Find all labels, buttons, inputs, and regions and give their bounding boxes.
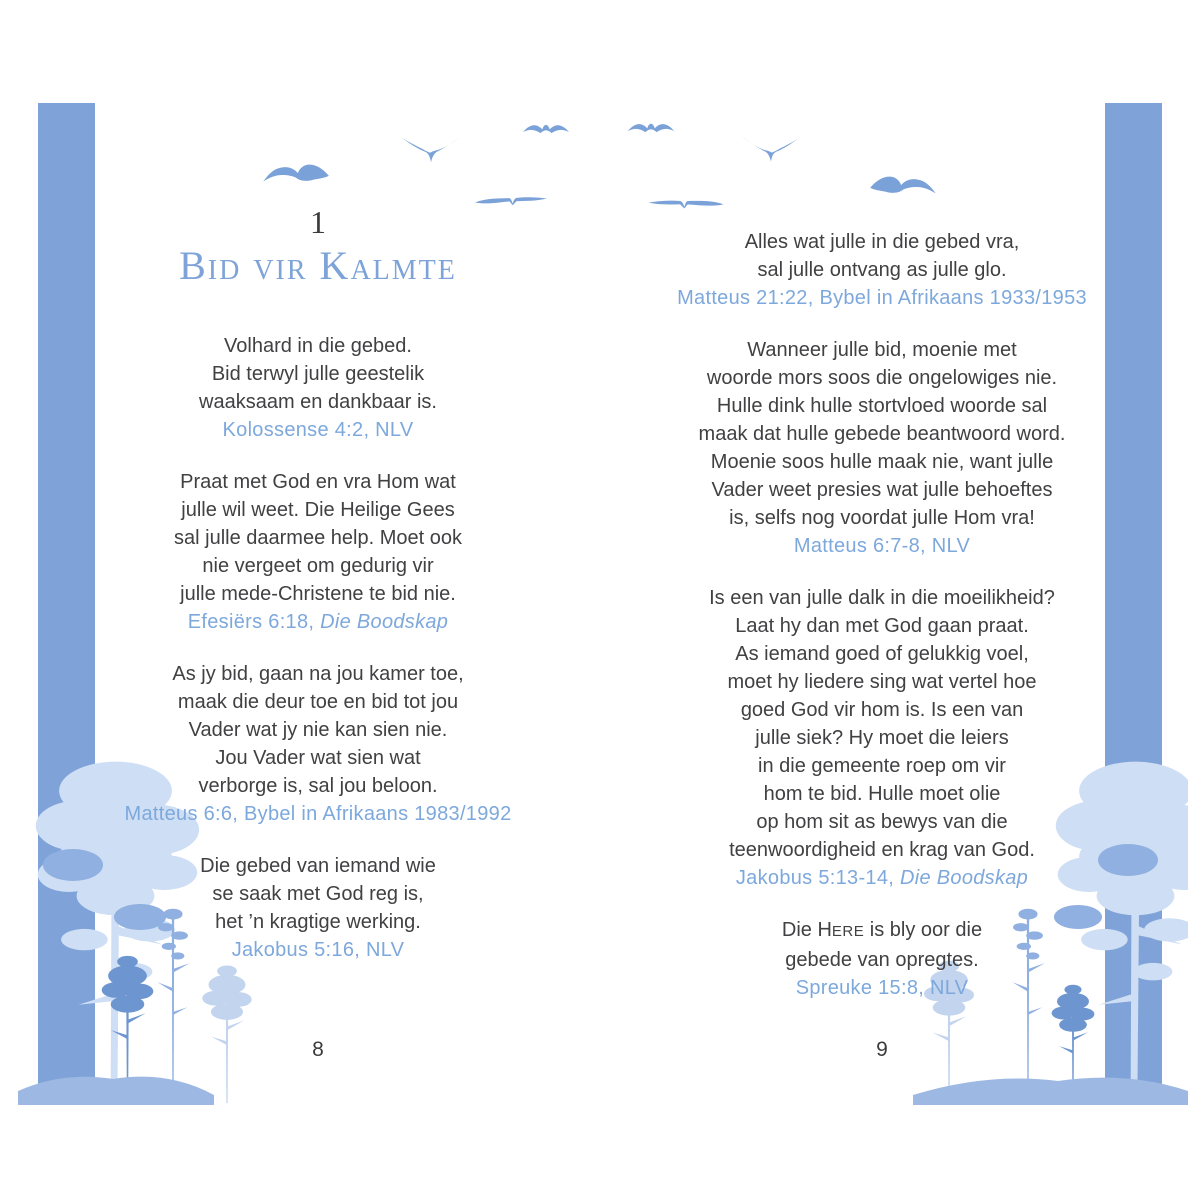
quote-line: julle wil weet. Die Heilige Gees <box>181 499 455 521</box>
scripture-reference: Matteus 21:22, Bybel in Afrikaans 1933/1953 <box>677 287 1087 309</box>
page-number-right: 9 <box>876 1038 888 1061</box>
foliage-patch <box>1098 844 1158 876</box>
quote-list <box>108 332 528 964</box>
bird-icon <box>628 124 674 132</box>
quote-line: As iemand goed of gelukkig voel, <box>735 643 1029 665</box>
bird-icon <box>649 201 724 209</box>
quote-line: Alles wat julle in die gebed vra, <box>744 231 1020 253</box>
quote-line: moet hy liedere sing wat vertel hoe <box>727 671 1037 693</box>
scripture-reference: Efesiërs 6:18, Die Boodskap <box>187 611 449 633</box>
bird-icon <box>402 135 462 162</box>
quote-line: verborge is, sal jou beloon. <box>198 775 438 797</box>
scripture-reference: Jakobus 5:13-14, Die Boodskap <box>735 867 1029 889</box>
quote-line: julle mede-Christene te bid nie. <box>180 583 456 605</box>
quote-block <box>660 228 1104 312</box>
quote-line: op hom sit as bewys van die <box>756 811 1008 833</box>
quote-block <box>108 660 528 828</box>
quote-line: Volhard in die gebed. <box>224 335 412 357</box>
quote-block <box>108 332 528 444</box>
quote-line: Jou Vader wat sien wat <box>215 747 421 769</box>
quote-line: Die gebed van iemand wie <box>200 855 436 877</box>
quote-block <box>660 336 1104 560</box>
bird-icon <box>742 136 798 162</box>
scripture-reference: Matteus 6:6, Bybel in Afrikaans 1983/1992 <box>124 803 512 825</box>
quote-line: julle siek? Hy moet die leiers <box>755 727 1009 749</box>
quote-line: Die HERE is bly oor die <box>781 919 983 941</box>
bird-icon <box>523 125 569 133</box>
scripture-reference: Kolossense 4:2, NLV <box>222 419 414 441</box>
quote-block <box>660 584 1104 892</box>
scripture-reference: Spreuke 15:8, NLV <box>795 977 969 999</box>
bird-icon <box>870 177 936 194</box>
foliage-patch <box>43 849 103 881</box>
quote-list <box>660 228 1104 1002</box>
quote-line: is, selfs nog voordat julle Hom vra! <box>729 507 1035 529</box>
quote-line: Vader wat jy nie kan sien nie. <box>188 719 448 741</box>
quote-line: waaksaam en dankbaar is. <box>199 391 437 413</box>
ground-mound <box>18 1077 214 1105</box>
quote-line: Moenie soos hulle maak nie, want julle <box>710 451 1054 473</box>
quote-line: sal julle ontvang as julle glo. <box>757 259 1007 281</box>
quote-block <box>108 468 528 636</box>
chapter-title: Bid vir Kalmte <box>179 243 457 288</box>
scripture-reference: Matteus 6:7-8, NLV <box>793 535 971 557</box>
bird-icon <box>263 165 329 182</box>
quote-line: maak dat hulle gebede beantwoord word. <box>698 423 1066 445</box>
quote-line: Laat hy dan met God gaan praat. <box>735 615 1029 637</box>
quote-line: Is een van julle dalk in die moeilikheid? <box>709 587 1055 609</box>
left-page <box>108 202 528 988</box>
quote-line: As jy bid, gaan na jou kamer toe, <box>172 663 464 685</box>
quote-line: teenwoordigheid en krag van God. <box>729 839 1035 861</box>
quote-line: Hulle dink hulle stortvloed woorde sal <box>716 395 1048 417</box>
quote-block <box>660 916 1104 1002</box>
scripture-reference: Jakobus 5:16, NLV <box>231 939 405 961</box>
quote-line: woorde mors soos die ongelowiges nie. <box>706 367 1058 389</box>
quote-line: Vader weet presies wat julle behoeftes <box>711 479 1053 501</box>
quote-block <box>108 852 528 964</box>
ground-mound <box>913 1078 1188 1105</box>
right-page <box>660 228 1104 1026</box>
quote-line: Wanneer julle bid, moenie met <box>747 339 1017 361</box>
quote-line: gebede van opregtes. <box>785 949 979 971</box>
quote-line: Praat met God en vra Hom wat <box>180 471 456 493</box>
page-number-left: 8 <box>312 1038 324 1061</box>
quote-line: in die gemeente roep om vir <box>758 755 1006 777</box>
quote-line: goed God vir hom is. Is een van <box>740 699 1024 721</box>
quote-line: maak die deur toe en bid tot jou <box>177 691 459 713</box>
quote-line: Bid terwyl julle geestelik <box>211 363 425 385</box>
quote-line: nie vergeet om gedurig vir <box>202 555 434 577</box>
quote-line: het ’n kragtige werking. <box>215 911 421 933</box>
chapter-number: 1 <box>310 204 326 240</box>
quote-line: sal julle daarmee help. Moet ook <box>174 527 462 549</box>
quote-line: se saak met God reg is, <box>212 883 424 905</box>
quote-line: hom te bid. Hulle moet olie <box>763 783 1001 805</box>
